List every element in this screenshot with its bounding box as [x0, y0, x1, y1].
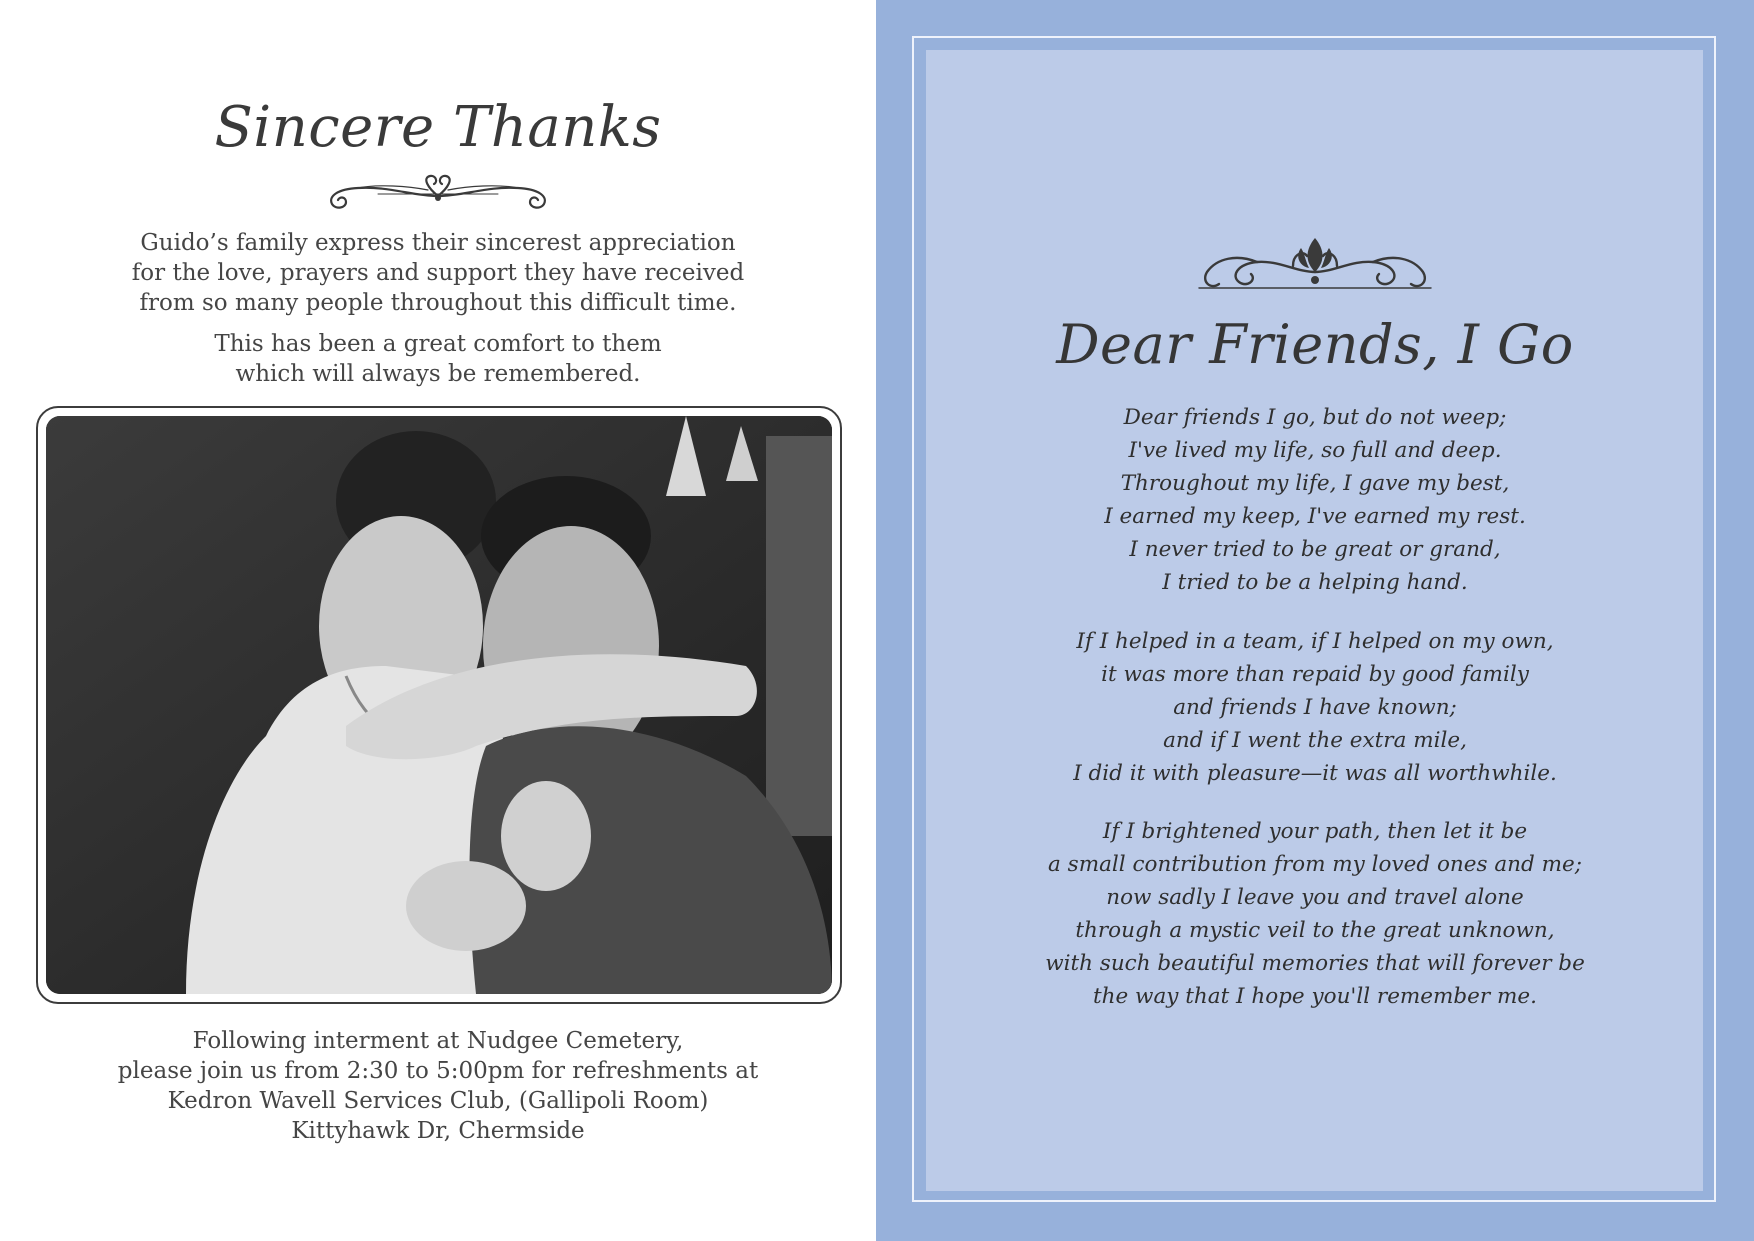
poem-line: the way that I hope you'll remember me.: [1093, 984, 1537, 1009]
poem-line: I've lived my life, so full and deep.: [1128, 438, 1502, 463]
thanks-page: [0, 0, 876, 1241]
poem-panel: [926, 50, 1703, 1191]
interment-text: [0, 1026, 876, 1146]
poem-line: and if I went the extra mile,: [1163, 728, 1467, 753]
comfort-text: [0, 329, 876, 389]
interment-line: please join us from 2:30 to 5:00pm for refreshments at: [117, 1058, 759, 1084]
comfort-line: This has been a great comfort to them: [214, 331, 662, 357]
poem-line: I did it with pleasure—it was all worthwhile.: [1073, 761, 1557, 786]
appreciation-line: Guido’s family express their sincerest appreciation: [140, 230, 736, 256]
appreciation-text: [0, 228, 876, 318]
poem-page: [876, 0, 1754, 1241]
poem-stanza: [876, 815, 1754, 1013]
poem-stanza: [876, 401, 1754, 599]
interment-line: Kedron Wavell Services Club, (Gallipoli Room): [167, 1088, 709, 1114]
poem-title: Dear Friends, I Go: [1056, 313, 1574, 376]
poem-line: with such beautiful memories that will forever be: [1045, 951, 1585, 976]
poem-line: Dear friends I go, but do not weep;: [1123, 405, 1507, 430]
poem-line: If I brightened your path, then let it be: [1102, 819, 1528, 844]
photo-frame: [36, 406, 842, 1004]
appreciation-line: for the love, prayers and support they have received: [131, 260, 745, 286]
poem-line: If I helped in a team, if I helped on my own,: [1076, 629, 1554, 654]
comfort-line: which will always be remembered.: [235, 361, 641, 387]
interment-line: Kittyhawk Dr, Chermside: [291, 1118, 585, 1144]
poem-line: now sadly I leave you and travel alone: [1106, 885, 1524, 910]
thanks-title: Sincere Thanks: [214, 95, 662, 160]
poem-line: it was more than repaid by good family: [1101, 662, 1529, 687]
appreciation-line: from so many people throughout this difficult time.: [139, 290, 737, 316]
filigree-ornament-icon: [1197, 232, 1433, 294]
interment-line: Following interment at Nudgee Cemetery,: [192, 1028, 684, 1054]
poem-line: Throughout my life, I gave my best,: [1120, 471, 1510, 496]
scroll-flourish-icon: [318, 172, 558, 214]
poem-line: and friends I have known;: [1173, 695, 1457, 720]
poem-line: through a mystic veil to the great unknown,: [1075, 918, 1555, 943]
couple-photo: [46, 416, 832, 994]
poem-line: I never tried to be great or grand,: [1129, 537, 1501, 562]
poem-line: I tried to be a helping hand.: [1162, 570, 1468, 595]
poem-line: I earned my keep, I've earned my rest.: [1104, 504, 1526, 529]
poem-line: a small contribution from my loved ones and me;: [1048, 852, 1582, 877]
poem-stanza: [876, 625, 1754, 790]
